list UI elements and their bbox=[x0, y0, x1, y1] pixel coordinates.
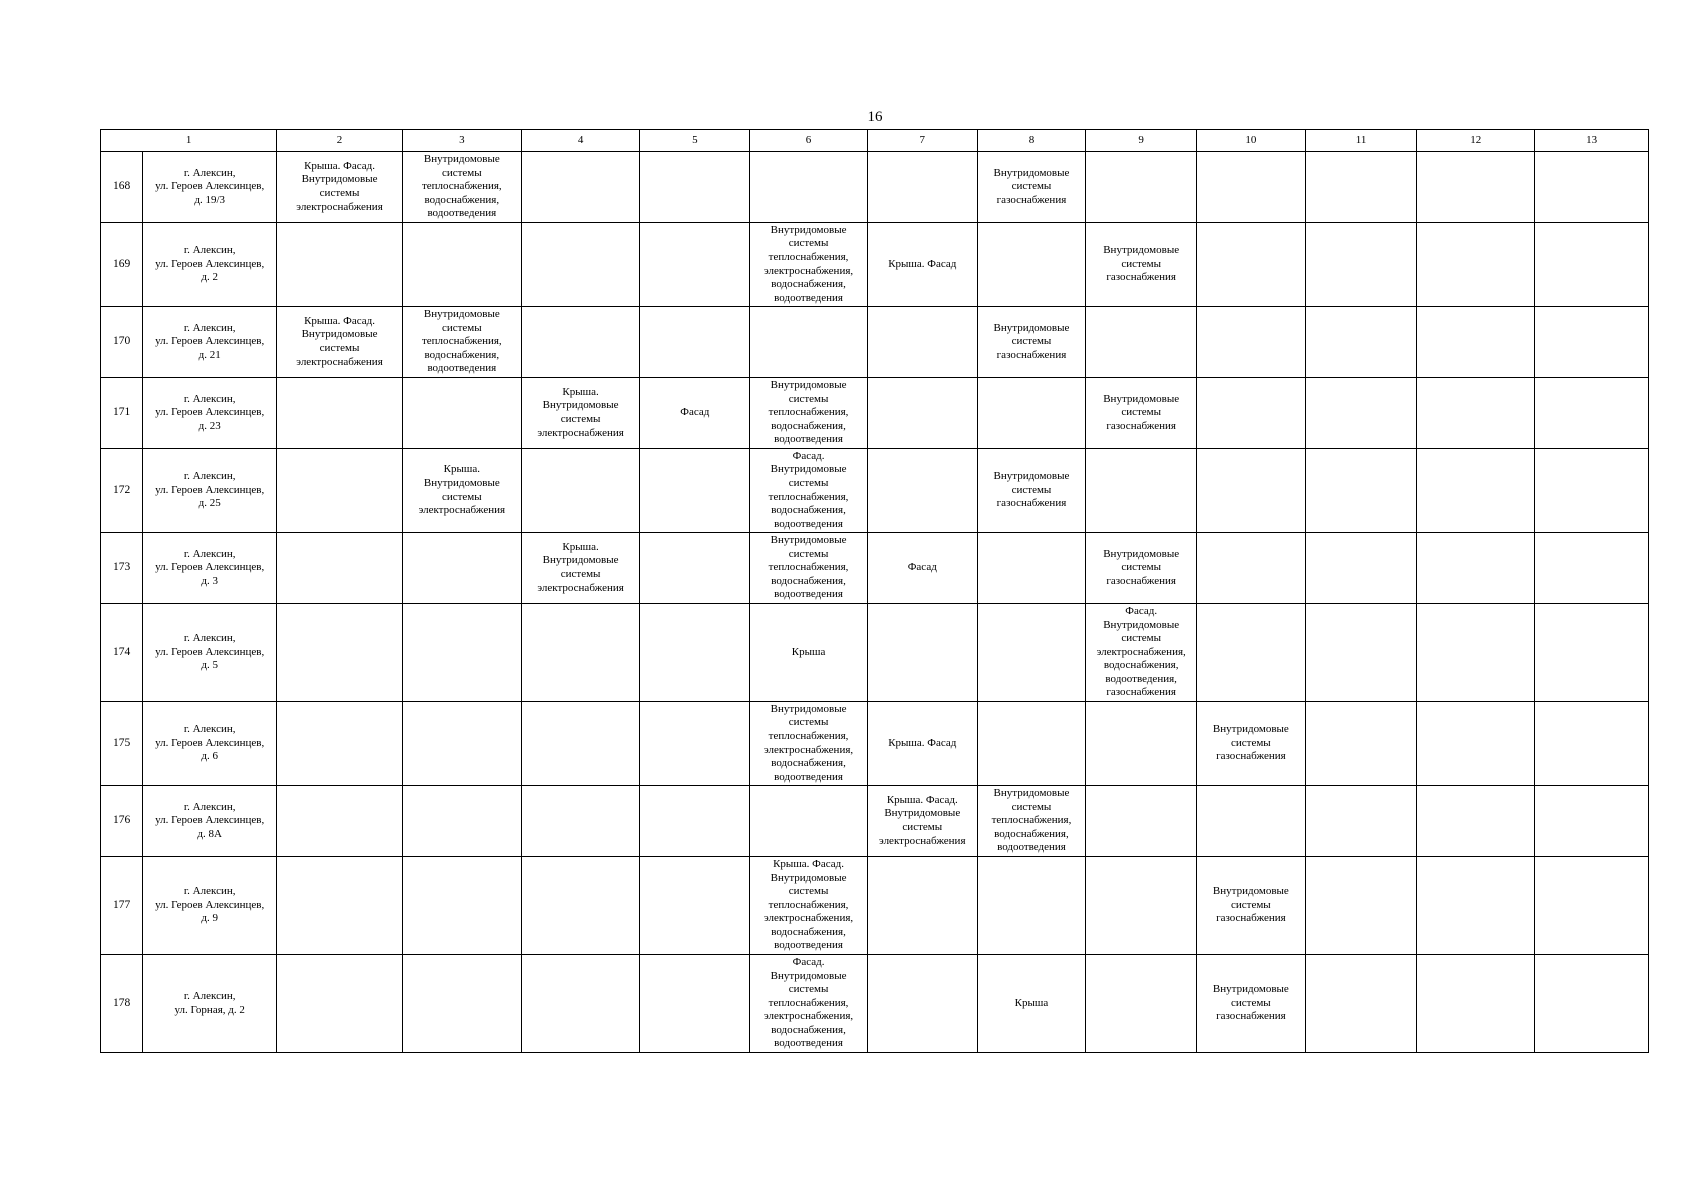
work-cell-col-3 bbox=[402, 857, 521, 955]
work-cell-col-3 bbox=[402, 702, 521, 786]
table-header bbox=[101, 130, 1649, 152]
work-cell-col-9: Фасад. Внутридомовые системы электроснабжения, водоснабжения, водоотведения, газоснабжения bbox=[1086, 604, 1197, 702]
address-cell: г. Алексин, ул. Героев Алексинцев, д. 19/3 bbox=[143, 152, 277, 223]
address-cell: г. Алексин, ул. Героев Алексинцев, д. 8А bbox=[143, 786, 277, 857]
work-cell-col-8: Внутридомовые системы газоснабжения bbox=[977, 449, 1086, 533]
work-cell-col-5 bbox=[640, 702, 750, 786]
work-cell-col-10 bbox=[1197, 152, 1306, 223]
column-header-12: 12 bbox=[1417, 130, 1535, 152]
work-cell-col-4 bbox=[521, 786, 640, 857]
work-cell-col-7 bbox=[867, 604, 977, 702]
work-cell-col-6: Внутридомовые системы теплоснабжения, водоснабжения, водоотведения bbox=[750, 378, 868, 449]
work-cell-col-3: Крыша. Внутридомовые системы электроснабжения bbox=[402, 449, 521, 533]
column-header-7: 7 bbox=[867, 130, 977, 152]
work-cell-col-10 bbox=[1197, 223, 1306, 307]
work-cell-col-8 bbox=[977, 378, 1086, 449]
work-cell-col-12 bbox=[1417, 857, 1535, 955]
work-cell-col-3 bbox=[402, 786, 521, 857]
row-number: 170 bbox=[101, 307, 143, 378]
address-cell: г. Алексин, ул. Героев Алексинцев, д. 6 bbox=[143, 702, 277, 786]
work-cell-col-2 bbox=[277, 702, 403, 786]
table-row bbox=[101, 152, 1649, 223]
work-cell-col-10 bbox=[1197, 604, 1306, 702]
work-cell-col-3 bbox=[402, 604, 521, 702]
work-cell-col-13 bbox=[1535, 857, 1649, 955]
work-cell-col-3: Внутридомовые системы теплоснабжения, водоснабжения, водоотведения bbox=[402, 307, 521, 378]
work-cell-col-3: Внутридомовые системы теплоснабжения, водоснабжения, водоотведения bbox=[402, 152, 521, 223]
table-row bbox=[101, 378, 1649, 449]
work-cell-col-11 bbox=[1305, 857, 1417, 955]
column-header-13: 13 bbox=[1535, 130, 1649, 152]
work-cell-col-7 bbox=[867, 857, 977, 955]
work-cell-col-10: Внутридомовые системы газоснабжения bbox=[1197, 857, 1306, 955]
work-cell-col-5 bbox=[640, 307, 750, 378]
work-cell-col-10: Внутридомовые системы газоснабжения bbox=[1197, 955, 1306, 1053]
work-cell-col-7: Фасад bbox=[867, 533, 977, 604]
work-cell-col-11 bbox=[1305, 378, 1417, 449]
table-row bbox=[101, 533, 1649, 604]
work-cell-col-8: Внутридомовые системы теплоснабжения, водоснабжения, водоотведения bbox=[977, 786, 1086, 857]
work-cell-col-9 bbox=[1086, 307, 1197, 378]
work-cell-col-5 bbox=[640, 786, 750, 857]
work-cell-col-11 bbox=[1305, 307, 1417, 378]
address-cell: г. Алексин, ул. Героев Алексинцев, д. 3 bbox=[143, 533, 277, 604]
work-cell-col-11 bbox=[1305, 152, 1417, 223]
work-cell-col-4: Крыша. Внутридомовые системы электроснабжения bbox=[521, 378, 640, 449]
table-body bbox=[101, 152, 1649, 1053]
work-cell-col-9 bbox=[1086, 857, 1197, 955]
row-number: 177 bbox=[101, 857, 143, 955]
work-cell-col-5 bbox=[640, 533, 750, 604]
table-row bbox=[101, 786, 1649, 857]
work-cell-col-7 bbox=[867, 152, 977, 223]
work-cell-col-13 bbox=[1535, 378, 1649, 449]
work-cell-col-11 bbox=[1305, 604, 1417, 702]
work-cell-col-13 bbox=[1535, 223, 1649, 307]
work-cell-col-4 bbox=[521, 702, 640, 786]
row-number: 178 bbox=[101, 955, 143, 1053]
work-cell-col-10 bbox=[1197, 378, 1306, 449]
work-cell-col-12 bbox=[1417, 307, 1535, 378]
address-cell: г. Алексин, ул. Горная, д. 2 bbox=[143, 955, 277, 1053]
page-number: 16 bbox=[867, 109, 883, 125]
work-cell-col-12 bbox=[1417, 786, 1535, 857]
work-cell-col-6: Фасад. Внутридомовые системы теплоснабжения, водоснабжения, водоотведения bbox=[750, 449, 868, 533]
work-cell-col-6 bbox=[750, 786, 868, 857]
work-cell-col-12 bbox=[1417, 223, 1535, 307]
work-cell-col-13 bbox=[1535, 702, 1649, 786]
work-cell-col-8: Внутридомовые системы газоснабжения bbox=[977, 307, 1086, 378]
table-row bbox=[101, 604, 1649, 702]
work-cell-col-5 bbox=[640, 604, 750, 702]
work-cell-col-2: Крыша. Фасад. Внутридомовые системы электроснабжения bbox=[277, 307, 403, 378]
work-cell-col-11 bbox=[1305, 223, 1417, 307]
work-cell-col-12 bbox=[1417, 378, 1535, 449]
work-cell-col-12 bbox=[1417, 152, 1535, 223]
work-cell-col-2 bbox=[277, 786, 403, 857]
work-cell-col-12 bbox=[1417, 955, 1535, 1053]
header-row bbox=[101, 130, 1649, 152]
work-cell-col-11 bbox=[1305, 702, 1417, 786]
work-cell-col-13 bbox=[1535, 449, 1649, 533]
work-cell-col-9: Внутридомовые системы газоснабжения bbox=[1086, 378, 1197, 449]
address-cell: г. Алексин, ул. Героев Алексинцев, д. 23 bbox=[143, 378, 277, 449]
repair-schedule-table bbox=[100, 129, 1649, 1053]
work-cell-col-2 bbox=[277, 378, 403, 449]
row-number: 174 bbox=[101, 604, 143, 702]
table-row bbox=[101, 307, 1649, 378]
work-cell-col-13 bbox=[1535, 152, 1649, 223]
column-header-11: 11 bbox=[1305, 130, 1417, 152]
work-cell-col-4 bbox=[521, 857, 640, 955]
work-cell-col-4: Крыша. Внутридомовые системы электроснабжения bbox=[521, 533, 640, 604]
work-cell-col-12 bbox=[1417, 449, 1535, 533]
work-cell-col-5 bbox=[640, 955, 750, 1053]
address-cell: г. Алексин, ул. Героев Алексинцев, д. 25 bbox=[143, 449, 277, 533]
work-cell-col-8: Внутридомовые системы газоснабжения bbox=[977, 152, 1086, 223]
work-cell-col-12 bbox=[1417, 702, 1535, 786]
work-cell-col-13 bbox=[1535, 786, 1649, 857]
work-cell-col-9: Внутридомовые системы газоснабжения bbox=[1086, 223, 1197, 307]
work-cell-col-5 bbox=[640, 857, 750, 955]
work-cell-col-2 bbox=[277, 533, 403, 604]
row-number: 172 bbox=[101, 449, 143, 533]
work-cell-col-10 bbox=[1197, 449, 1306, 533]
work-cell-col-7 bbox=[867, 307, 977, 378]
work-cell-col-10: Внутридомовые системы газоснабжения bbox=[1197, 702, 1306, 786]
work-cell-col-7: Крыша. Фасад bbox=[867, 702, 977, 786]
row-number: 171 bbox=[101, 378, 143, 449]
work-cell-col-9 bbox=[1086, 152, 1197, 223]
work-cell-col-12 bbox=[1417, 533, 1535, 604]
work-cell-col-7: Крыша. Фасад. Внутридомовые системы электроснабжения bbox=[867, 786, 977, 857]
column-header-5: 5 bbox=[640, 130, 750, 152]
work-cell-col-6: Внутридомовые системы теплоснабжения, электроснабжения, водоснабжения, водоотведения bbox=[750, 702, 868, 786]
row-number: 175 bbox=[101, 702, 143, 786]
work-cell-col-4 bbox=[521, 307, 640, 378]
work-cell-col-2 bbox=[277, 604, 403, 702]
column-header-4: 4 bbox=[521, 130, 640, 152]
work-cell-col-9 bbox=[1086, 786, 1197, 857]
work-cell-col-11 bbox=[1305, 533, 1417, 604]
work-cell-col-3 bbox=[402, 955, 521, 1053]
column-header-10: 10 bbox=[1197, 130, 1306, 152]
work-cell-col-9 bbox=[1086, 702, 1197, 786]
work-cell-col-11 bbox=[1305, 786, 1417, 857]
row-number: 168 bbox=[101, 152, 143, 223]
work-cell-col-4 bbox=[521, 223, 640, 307]
work-cell-col-5 bbox=[640, 449, 750, 533]
table-row bbox=[101, 857, 1649, 955]
address-cell: г. Алексин, ул. Героев Алексинцев, д. 9 bbox=[143, 857, 277, 955]
work-cell-col-5 bbox=[640, 223, 750, 307]
work-cell-col-8: Крыша bbox=[977, 955, 1086, 1053]
work-cell-col-13 bbox=[1535, 307, 1649, 378]
work-cell-col-10 bbox=[1197, 307, 1306, 378]
column-header-3: 3 bbox=[402, 130, 521, 152]
work-cell-col-8 bbox=[977, 223, 1086, 307]
column-header-8: 8 bbox=[977, 130, 1086, 152]
work-cell-col-4 bbox=[521, 449, 640, 533]
work-cell-col-9: Внутридомовые системы газоснабжения bbox=[1086, 533, 1197, 604]
table-row bbox=[101, 955, 1649, 1053]
work-cell-col-7: Крыша. Фасад bbox=[867, 223, 977, 307]
work-cell-col-4 bbox=[521, 152, 640, 223]
column-header-1: 1 bbox=[101, 130, 277, 152]
work-cell-col-12 bbox=[1417, 604, 1535, 702]
work-cell-col-9 bbox=[1086, 955, 1197, 1053]
work-cell-col-6: Внутридомовые системы теплоснабжения, водоснабжения, водоотведения bbox=[750, 533, 868, 604]
work-cell-col-13 bbox=[1535, 533, 1649, 604]
column-header-6: 6 bbox=[750, 130, 868, 152]
work-cell-col-7 bbox=[867, 449, 977, 533]
work-cell-col-8 bbox=[977, 604, 1086, 702]
work-cell-col-4 bbox=[521, 955, 640, 1053]
work-cell-col-3 bbox=[402, 533, 521, 604]
work-cell-col-6 bbox=[750, 152, 868, 223]
work-cell-col-11 bbox=[1305, 955, 1417, 1053]
work-cell-col-6: Фасад. Внутридомовые системы теплоснабжения, электроснабжения, водоснабжения, водоотведения bbox=[750, 955, 868, 1053]
work-cell-col-2 bbox=[277, 857, 403, 955]
work-cell-col-6: Крыша. Фасад. Внутридомовые системы теплоснабжения, электроснабжения, водоснабжения, водоотведения bbox=[750, 857, 868, 955]
work-cell-col-2 bbox=[277, 955, 403, 1053]
address-cell: г. Алексин, ул. Героев Алексинцев, д. 5 bbox=[143, 604, 277, 702]
address-cell: г. Алексин, ул. Героев Алексинцев, д. 2 bbox=[143, 223, 277, 307]
work-cell-col-7 bbox=[867, 378, 977, 449]
work-cell-col-2 bbox=[277, 449, 403, 533]
work-cell-col-2: Крыша. Фасад. Внутридомовые системы электроснабжения bbox=[277, 152, 403, 223]
work-cell-col-3 bbox=[402, 223, 521, 307]
work-cell-col-3 bbox=[402, 378, 521, 449]
work-cell-col-5 bbox=[640, 152, 750, 223]
work-cell-col-11 bbox=[1305, 449, 1417, 533]
work-cell-col-5: Фасад bbox=[640, 378, 750, 449]
work-cell-col-13 bbox=[1535, 604, 1649, 702]
work-cell-col-9 bbox=[1086, 449, 1197, 533]
work-cell-col-7 bbox=[867, 955, 977, 1053]
work-cell-col-13 bbox=[1535, 955, 1649, 1053]
work-cell-col-6: Внутридомовые системы теплоснабжения, электроснабжения, водоснабжения, водоотведения bbox=[750, 223, 868, 307]
row-number: 176 bbox=[101, 786, 143, 857]
work-cell-col-4 bbox=[521, 604, 640, 702]
table-row bbox=[101, 702, 1649, 786]
table-row bbox=[101, 223, 1649, 307]
row-number: 173 bbox=[101, 533, 143, 604]
address-cell: г. Алексин, ул. Героев Алексинцев, д. 21 bbox=[143, 307, 277, 378]
row-number: 169 bbox=[101, 223, 143, 307]
work-cell-col-10 bbox=[1197, 533, 1306, 604]
work-cell-col-10 bbox=[1197, 786, 1306, 857]
work-cell-col-8 bbox=[977, 857, 1086, 955]
table-row bbox=[101, 449, 1649, 533]
work-cell-col-8 bbox=[977, 533, 1086, 604]
work-cell-col-6: Крыша bbox=[750, 604, 868, 702]
work-cell-col-6 bbox=[750, 307, 868, 378]
column-header-9: 9 bbox=[1086, 130, 1197, 152]
work-cell-col-2 bbox=[277, 223, 403, 307]
column-header-2: 2 bbox=[277, 130, 403, 152]
work-cell-col-8 bbox=[977, 702, 1086, 786]
